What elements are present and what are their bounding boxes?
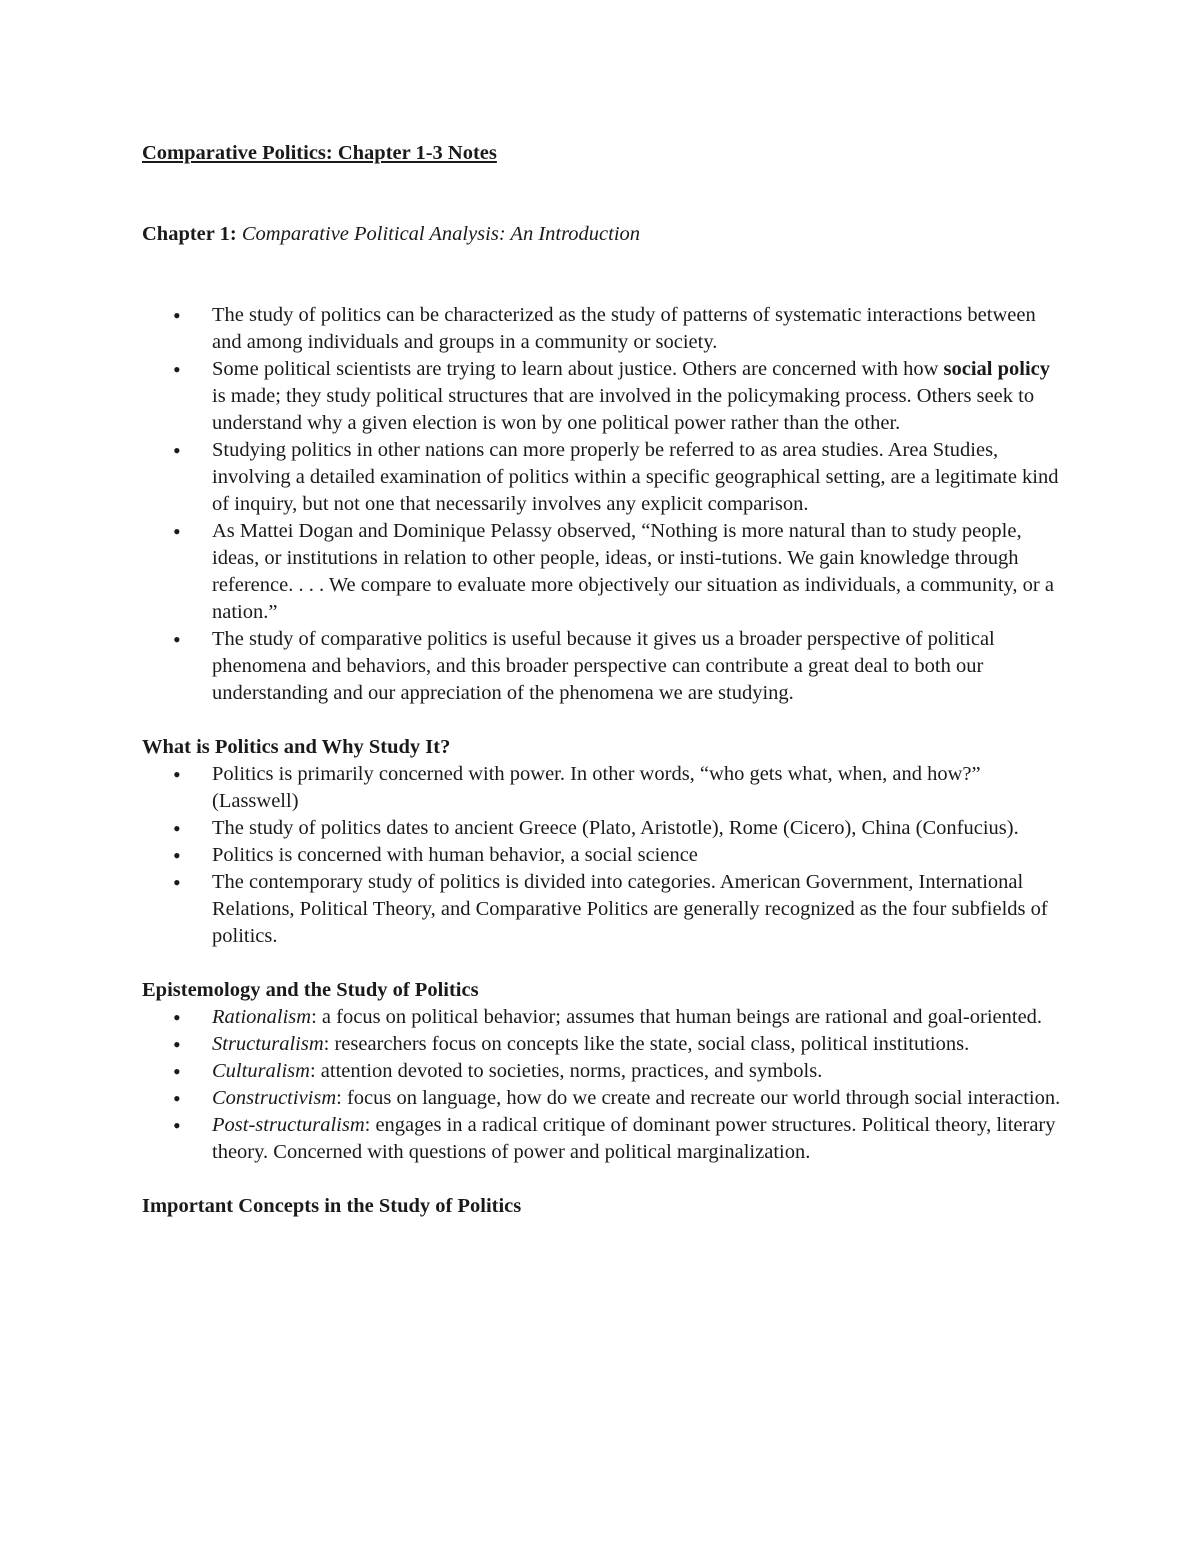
term: Constructivism <box>212 1087 337 1109</box>
term: Culturalism <box>212 1060 310 1082</box>
politics-bullet-list <box>142 761 1062 950</box>
section-heading: What is Politics and Why Study It? <box>142 736 451 758</box>
document-page <box>142 140 1062 1220</box>
chapter-subtitle: Comparative Political Analysis: An Introduction <box>241 223 641 245</box>
bullet-text: As Mattei Dogan and Dominique Pelassy observed, “Nothing is more natural than to study people, ideas, or institutions in relation to other people, ideas, or insti-tutions. We gain knowledge through reference. . . . We compare to evaluate more objectively our situation as individuals, a community, or a nation.” <box>212 520 1054 623</box>
list-item: • The study of politics dates to ancient Greece (Plato, Aristotle), Rome (Cicero), China (Confucius). <box>142 815 1062 842</box>
term: Rationalism <box>212 1006 312 1028</box>
term: Structuralism <box>212 1033 324 1055</box>
bullet-text: The study of politics can be characterized as the study of patterns of systematic interactions between and among individuals and groups in a community or society. <box>212 304 1036 353</box>
chapter-label: Chapter 1: <box>142 223 237 245</box>
list-item <box>142 356 1062 437</box>
document-title: Comparative Politics: Chapter 1-3 Notes <box>142 142 497 164</box>
bullet-text: Studying politics in other nations can more properly be referred to as area studies. Area Studies, involving a detailed examination of politics within a specific geographical setting, are a legitimate kind of inquiry, but not one that necessarily involves any explicit comparison. <box>212 439 1059 515</box>
list-item <box>142 1004 1062 1031</box>
list-item <box>142 626 1062 707</box>
list-item <box>142 1031 1062 1058</box>
list-item <box>142 1085 1062 1112</box>
list-item <box>142 518 1062 626</box>
section-heading: Important Concepts in the Study of Politics <box>142 1195 522 1217</box>
bold-term: social policy <box>943 358 1051 380</box>
list-item <box>142 437 1062 518</box>
bullet-text: The study of comparative politics is useful because it gives us a broader perspective of political phenomena and behaviors, and this broader perspective can contribute a great deal to both our understanding and our appreciation of the phenomena we are studying. <box>212 628 995 704</box>
definition: : engages in a radical critique of dominant power structures. Political theory, literary theory. Concerned with questions of power and political marginalization. <box>212 1114 1056 1163</box>
chapter-heading <box>142 221 1062 248</box>
definition: : researchers focus on concepts like the state, social class, political institutions. <box>323 1033 970 1055</box>
section-heading: Epistemology and the Study of Politics <box>142 979 479 1001</box>
definition: : a focus on political behavior; assumes that human beings are rational and goal-oriented. <box>311 1006 1043 1028</box>
list-item <box>142 1058 1062 1085</box>
bullet-text: Some political scientists are trying to learn about justice. Others are concerned with how <box>212 358 944 380</box>
list-item <box>142 302 1062 356</box>
list-item: • Politics is concerned with human behavior, a social science <box>142 842 1062 869</box>
definition: : attention devoted to societies, norms, practices, and symbols. <box>309 1060 823 1082</box>
term: Post-structuralism <box>212 1114 365 1136</box>
bullet-text: is made; they study political structures that are involved in the policymaking process. Others seek to understand why a given election is won by one political power rather than the other. <box>212 385 1035 434</box>
epistemology-bullet-list <box>142 1004 1062 1166</box>
list-item: • The contemporary study of politics is divided into categories. American Government, International Relations, Political Theory, and Comparative Politics are generally recognized as the four subfields of politics. <box>142 869 1062 950</box>
definition: : focus on language, how do we create and recreate our world through social interaction. <box>336 1087 1061 1109</box>
intro-bullet-list <box>142 302 1062 707</box>
list-item: • Politics is primarily concerned with power. In other words, “who gets what, when, and how?” (Lasswell) <box>142 761 1062 815</box>
list-item <box>142 1112 1062 1166</box>
